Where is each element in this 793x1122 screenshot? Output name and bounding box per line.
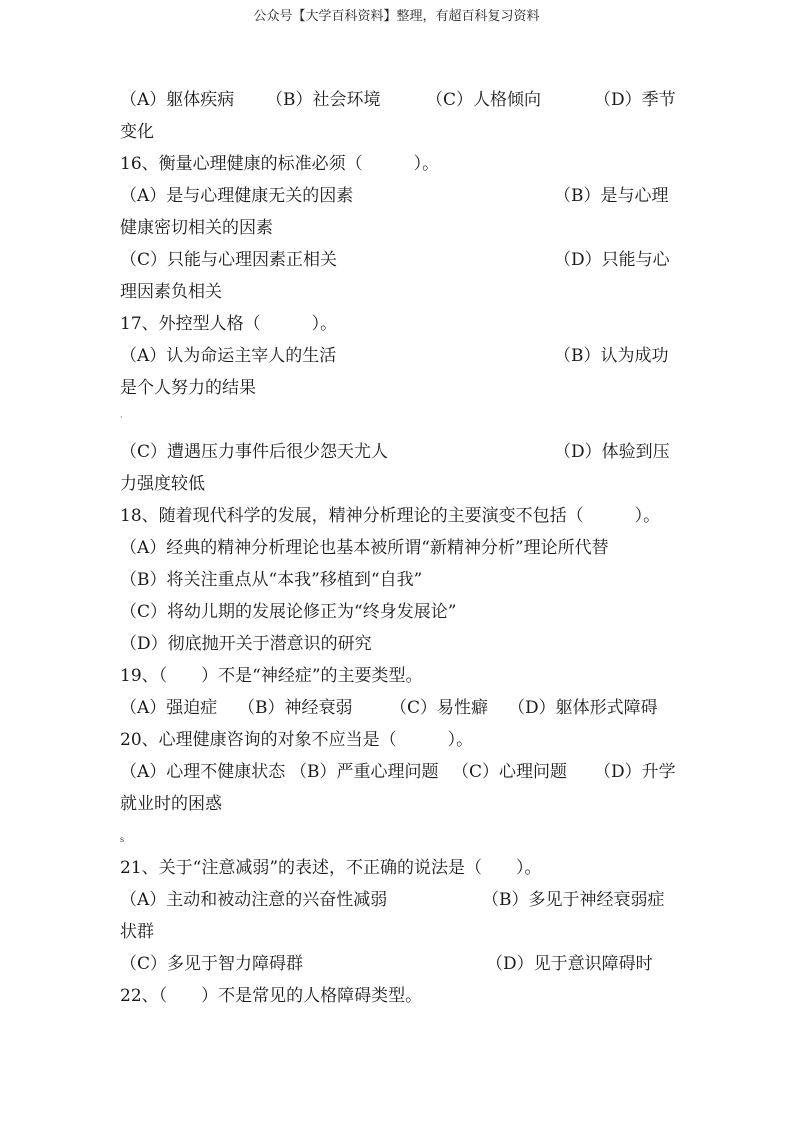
option-d: （D）见于意识障碍时 xyxy=(486,954,653,974)
question-19: 19、（ ）不是“神经症”的主要类型。 xyxy=(120,666,423,686)
text-line: 状群 xyxy=(120,922,154,942)
option-b: （B）神经衰弱 xyxy=(238,698,353,718)
option-c: （C）只能与心理因素正相关 xyxy=(120,250,338,270)
options-q21-cd xyxy=(120,948,675,980)
option-b: （B）多见于神经衰弱症 xyxy=(482,890,665,910)
question-16: 16、衡量心理健康的标准必须（ ）。 xyxy=(120,154,440,174)
blank-line xyxy=(120,404,675,436)
option-a: （A）强迫症 xyxy=(120,698,218,718)
option-a: （A）经典的精神分析理论也基本被所谓“新精神分析”理论所代替 xyxy=(120,538,609,558)
question-content xyxy=(120,84,675,1012)
question-20: 20、心理健康咨询的对象不应当是（ ）。 xyxy=(120,730,474,750)
option-c: （C）心理问题 xyxy=(452,762,568,782)
text-line: 就业时的困惑 xyxy=(120,794,222,814)
options-q16-cd xyxy=(120,244,675,276)
option-a: （A）主动和被动注意的兴奋性减弱 xyxy=(120,890,388,910)
question-21: 21、关于“注意减弱”的表述，不正确的说法是（ ）。 xyxy=(120,858,542,878)
option-d: （D）只能与心 xyxy=(554,250,670,270)
option-a: （A）是与心理健康无关的因素 xyxy=(120,186,354,206)
options-q21-ab xyxy=(120,884,675,916)
blank-line xyxy=(120,820,675,852)
text-line: 是个人努力的结果 xyxy=(120,378,256,398)
option-b: （B）认为成功 xyxy=(554,346,669,366)
option-b: （B）是与心理 xyxy=(554,186,669,206)
options-q17-cd xyxy=(120,436,675,468)
option-b: （B）社会环境 xyxy=(266,90,381,110)
option-a: （A）躯体疾病 xyxy=(120,90,235,110)
option-c: （C）多见于智力障碍群 xyxy=(120,954,304,974)
option-a: （A）心理不健康状态 xyxy=(120,762,286,782)
option-c: （C）将幼儿期的发展论修正为“终身发展论” xyxy=(120,602,457,622)
option-d: （D）彻底抛开关于潜意识的研究 xyxy=(120,634,372,654)
option-d: （D）体验到压 xyxy=(554,442,670,462)
question-17: 17、外控型人格（ ）。 xyxy=(120,314,338,334)
options-q19 xyxy=(120,692,675,724)
question-18: 18、随着现代科学的发展，精神分析理论的主要演变不包括（ ）。 xyxy=(120,506,661,526)
options-q17-ab xyxy=(120,340,675,372)
page-header: 公众号【大学百科资料】整理，有超百科复习资料 xyxy=(253,9,540,24)
text-line: 理因素负相关 xyxy=(120,282,222,302)
question-22: 22、（ ）不是常见的人格障碍类型。 xyxy=(120,986,423,1006)
text-line: 变化 xyxy=(120,122,154,142)
options-q15 xyxy=(120,84,675,116)
text-line: 健康密切相关的因素 xyxy=(120,218,273,238)
stray-mark: s xyxy=(120,835,125,844)
options-q16-ab xyxy=(120,180,675,212)
option-a: （A）认为命运主宰人的生活 xyxy=(120,346,337,366)
option-c: （C）人格倾向 xyxy=(426,90,542,110)
option-d: （D）躯体形式障碍 xyxy=(508,698,658,718)
option-d: （D）季节 xyxy=(594,90,676,110)
stray-mark: · xyxy=(120,413,123,422)
options-q20 xyxy=(120,756,675,788)
text-line: 力强度较低 xyxy=(120,474,205,494)
option-d: （D）升学 xyxy=(594,762,676,782)
option-b: （B）严重心理问题 xyxy=(290,762,439,782)
option-b: （B）将关注重点从“本我”移植到“自我” xyxy=(120,570,423,590)
option-c: （C）遭遇压力事件后很少怨天尤人 xyxy=(120,442,389,462)
option-c: （C）易性癖 xyxy=(390,698,489,718)
